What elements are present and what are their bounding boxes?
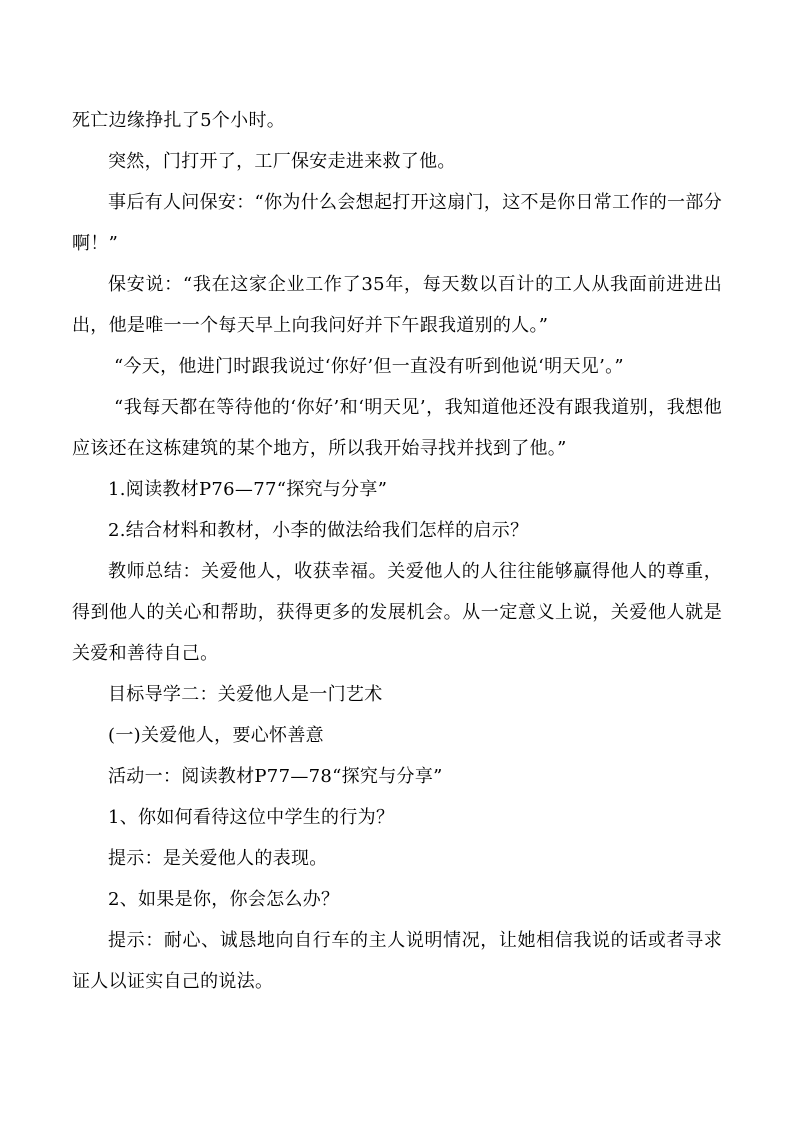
paragraph-teacher-summary: 教师总结：关爱他人，收获幸福。关爱他人的人往往能够赢得他人的尊重，得到他人的关心和帮助，获得更多的发展机会。从一定意义上说，关爱他人就是关爱和善待自己。 — [72, 561, 722, 664]
paragraph-door-opened: 突然，门打开了，工厂保安走进来救了他。 — [108, 151, 456, 172]
document-body — [72, 100, 722, 1002]
paragraph-question-to-guard: 事后有人问保安：“你为什么会想起打开这扇门，这不是你日常工作的一部分啊！” — [72, 192, 722, 254]
paragraph-guard-quote-today: “今天，他进门时跟我说过‘你好’但一直没有听到他说‘明天见’。” — [114, 356, 624, 377]
paragraph-subsection-heading: (一)关爱他人，要心怀善意 — [108, 725, 324, 746]
paragraph-task-reflect: 2.结合材料和教材，小李的做法给我们怎样的启示？ — [108, 520, 529, 541]
paragraph-hint-two: 提示：耐心、诚恳地向自行车的主人说明情况，让她相信我说的话或者寻求证人以证实自己的说法。 — [72, 930, 722, 992]
paragraph-question-one: 1、你如何看待这位中学生的行为？ — [108, 807, 395, 828]
paragraph-question-two: 2、如果是你，你会怎么办？ — [108, 889, 340, 910]
paragraph-guard-reply: 保安说：“我在这家企业工作了35年，每天数以百计的工人从我面前进进出出，他是唯一一个每天早上向我问好并下午跟我道别的人。” — [72, 274, 722, 336]
paragraph-activity-one: 活动一：阅读教材P77—78“探究与分享” — [108, 766, 443, 787]
paragraph-guard-quote-waiting: “我每天都在等待他的‘你好’和‘明天见’，我知道他还没有跟我道别，我想他应该还在这栋建筑的某个地方，所以我开始寻找并找到了他。” — [72, 397, 722, 459]
paragraph-task-read-textbook: 1.阅读教材P76—77“探究与分享” — [108, 479, 388, 500]
paragraph-story-continuation: 死亡边缘挣扎了5个小时。 — [72, 110, 286, 131]
paragraph-hint-one: 提示：是关爱他人的表现。 — [108, 848, 328, 869]
paragraph-goal-heading: 目标导学二：关爱他人是一门艺术 — [108, 684, 383, 705]
